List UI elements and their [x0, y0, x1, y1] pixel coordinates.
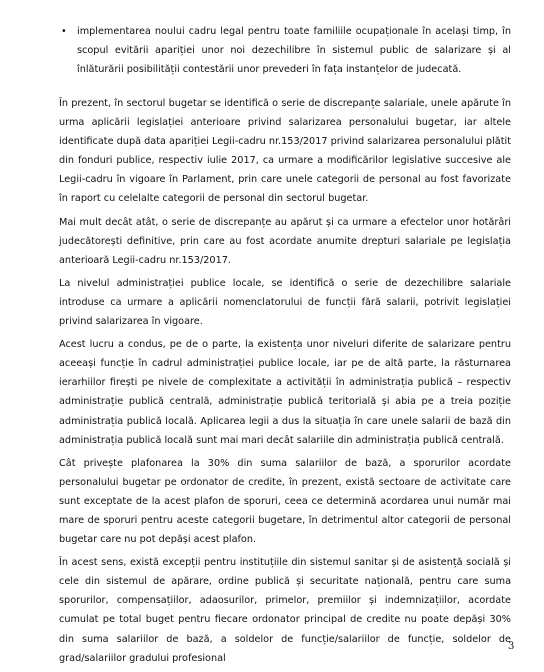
paragraph-2: Mai mult decât atât, o serie de discrepanțe au apărut și ca urmare a efectelor unor hotărâri judecătorești definitive, prin care au fost acordate anumite drepturi salariale pe legislația anterioară Legii-cadru nr.153/2017.	[59, 216, 511, 266]
paragraph-4: Acest lucru a condus, pe de o parte, la existența unor niveluri diferite de salarizare pentru aceeași funcție în cadrul administrației publice locale, iar pe de altă parte, la răsturnarea ierarhiilor firești pe nivele de complexitate a activității în administrația publică – respectiv administrație publică centrală, administrație publică teritorială și abia pe a treia poziție administrația publică locală. Aplicarea legii a dus la situația în care unele salarii de bază din administrația publică locală sunt mai mari decât salariile din administrația publică centrală.	[59, 339, 511, 446]
paragraph-5: Cât privește plafonarea la 30% din suma salariilor de bază, a sporurilor acordate personalului bugetar pe ordonator de credite, în prezent, există sectoare de activitate care sunt exceptate de la acest plafon de sporuri, ceea ce determină acordarea unui număr mai mare de sporuri pentru aceste categorii bugetare, în detrimentul altor categorii de personal bugetar care nu pot depăși acest plafon.	[59, 457, 511, 546]
paragraph-3: La nivelul administrației publice locale, se identifică o serie de dezechilibre salariale introduse ca urmare a aplicării nomenclatorului de funcții fără salarii, potrivit legislației privind salarizarea în vigoare.	[59, 277, 511, 328]
bullet-text: implementarea noului cadru legal pentru toate familiile ocupaționale în același timp, în scopul evitării apariției unor noi dezechilibre în sistemul public de salarizare și al înlăturării posibilității contestării unor prevederi în fața instanțelor de judecată.	[77, 26, 511, 76]
paragraph-1: În prezent, în sectorul bugetar se identifică o serie de discrepanțe salariale, unele apărute în urma aplicării legislației anterioare privind salarizarea personalului bugetar, iar altele identificate după data apariției Legii-cadru nr.153/2017 privind salarizarea personalului plătit din fonduri publice, respectiv iulie 2017, ca urmare a modificărilor legislative succesive ale Legii-cadru în vigoare în Parlament, prin care unele categorii de personal au fost favorizate în raport cu celelalte categorii de personal din sectorul bugetar.	[59, 98, 511, 205]
bullet-item	[61, 22, 511, 83]
paragraph-6: În acest sens, există excepții pentru instituțiile din sistemul sanitar și de asistență socială și cele din sistemul de apărare, ordine publică și securitate națională, pentru care suma sporurilor, compensațiilor, adaosurilor, primelor, premiilor și indemnizațiilor, acordate cumulat pe total buget pentru fiecare ordonator principal de credite nu poate depăși 30% din suma salariilor de bază, a soldelor de funcție/salariilor de funcție, soldelor de grad/salariilor gradului profesional	[59, 557, 511, 664]
document-body	[59, 94, 511, 672]
bullet-icon: •	[61, 26, 67, 37]
page-number: 3	[508, 641, 515, 652]
